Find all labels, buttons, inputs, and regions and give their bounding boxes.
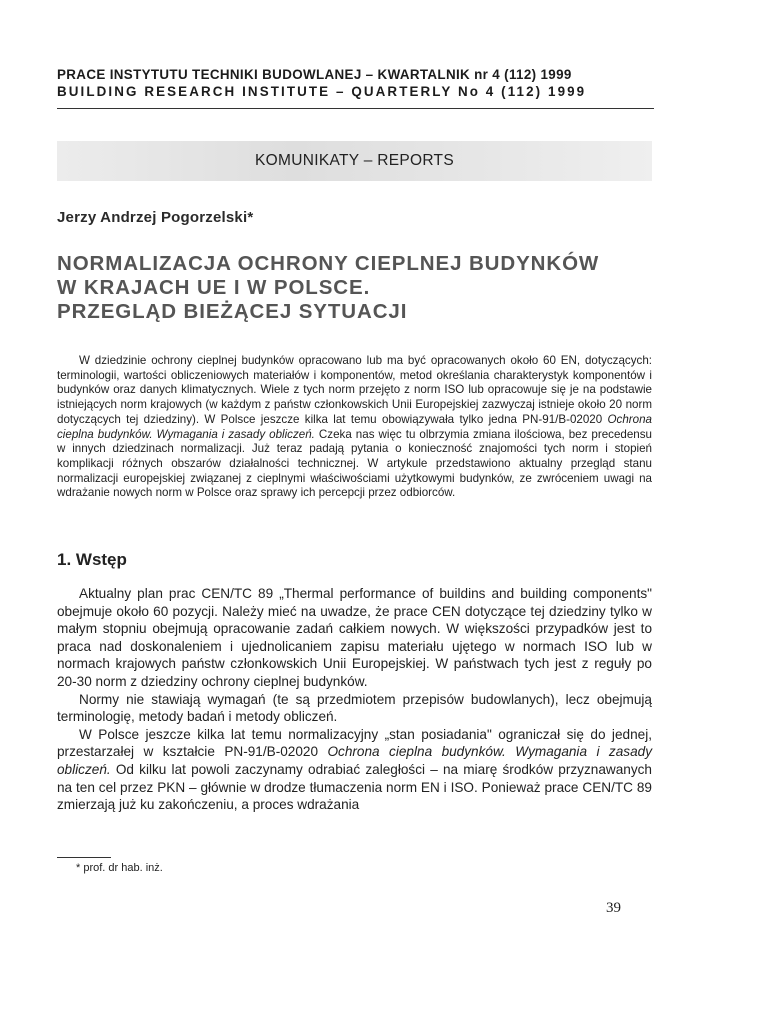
footnote: * prof. dr hab. inż. bbox=[76, 862, 163, 874]
paragraph-italic-title: Ochrona cieplna budynków. Wymagania i zasady obliczeń. bbox=[57, 744, 652, 777]
abstract-italic-title: Ochrona cieplna budynków. Wymagania i zasady obliczeń. bbox=[57, 412, 652, 441]
section-label: KOMUNIKATY – REPORTS bbox=[255, 152, 454, 169]
footnote-rule bbox=[57, 857, 111, 858]
paragraph bbox=[57, 726, 652, 814]
paragraph: Normy nie stawiają wymagań (te są przedmiotem przepisów budowlanych), lecz obejmują terminologię, metody badań i metody obliczeń. bbox=[57, 691, 652, 725]
page-number: 39 bbox=[606, 900, 621, 916]
section-band bbox=[57, 141, 652, 181]
abstract-text: W dziedzinie ochrony cieplnej budynków opracowano lub ma być opracowanych około 60 EN, dotyczących: terminologii, wartości obliczeniowych materiałów i komponentów, metod określania charakterystyk komponentów i budynków oraz danych klimatycznych. Wiele z tych norm przejęto z norm ISO lub opracowuje się je na podstawie istniejących norm krajowych (w każdym z państw członkowskich Unii Europejskiej zazwyczaj istnieje około 20 norm dotyczących tej dziedziny). W Polsce jeszcze kilka lat temu obowiązywała tylko jedna PN-91/B-02020 bbox=[57, 354, 652, 426]
paragraph-text: Od kilku lat powoli zaczynamy odrabiać zaległości – na miarę środków przyznawanych na ten cel przez PKN – głównie w drodze tłumaczenia norm EN i ISO. Ponieważ prace CEN/TC 89 zmierzają już ku zakończeniu, a proces wdrażania bbox=[57, 761, 652, 813]
abstract bbox=[57, 354, 652, 501]
paragraph-text: W Polsce jeszcze kilka lat temu normalizacyjny „stan posiadania" ograniczał się do jednej, przestarzałej w kształcie PN-91/B-02020 bbox=[57, 726, 652, 760]
journal-header-polish: PRACE INSTYTUTU TECHNIKI BUDOWLANEJ – KWARTALNIK nr 4 (112) 1999 bbox=[57, 67, 572, 82]
paragraph: Aktualny plan prac CEN/TC 89 „Thermal performance of buildins and building components" obejmuje około 60 pozycji. Należy mieć na uwadze, że prace CEN dotyczące tej dziedziny tylko w małym stopniu obejmują opracowanie zadań całkiem nowych. W większości przypadków jest to praca nad doskonaleniem i ujednolicaniem zapisu materiału ujętego w normach ISO lub w normach krajowych państw członkowskich Unii Europejskiej. W państwach tych jest z reguły po 20-30 norm z dziedziny ochrony cieplnej budynków. bbox=[57, 586, 652, 689]
article-title bbox=[57, 252, 677, 324]
journal-header bbox=[57, 66, 657, 100]
journal-header-english: BUILDING RESEARCH INSTITUTE – QUARTERLY No 4 (112) 1999 bbox=[57, 84, 587, 99]
title-line: NORMALIZACJA OCHRONY CIEPLNEJ BUDYNKÓW bbox=[57, 252, 600, 275]
title-line: PRZEGLĄD BIEŻĄCEJ SYTUACJI bbox=[57, 300, 408, 323]
body-text bbox=[57, 585, 652, 814]
header-rule bbox=[57, 108, 654, 109]
author-name: Jerzy Andrzej Pogorzelski* bbox=[57, 209, 254, 226]
title-line: W KRAJACH UE I W POLSCE. bbox=[57, 276, 371, 299]
abstract-text: Czeka nas więc tu olbrzymia zmiana ilościowa, bez precedensu w innych dziedzinach normalizacji. Już teraz padają pytania o konieczność znajomości tych norm i stopień komplikacji różnych obszarów działalności technicznej. W artykule przedstawiono aktualny przegląd stanu normalizacji europejskiej związanej z cieplnymi właściwościami użytkowymi budynków, ze zwróceniem uwagi na wdrażanie nowych norm w Polsce oraz sprawy ich percepcji przez odbiorców. bbox=[57, 427, 652, 500]
section-heading-intro: 1. Wstęp bbox=[57, 550, 127, 569]
